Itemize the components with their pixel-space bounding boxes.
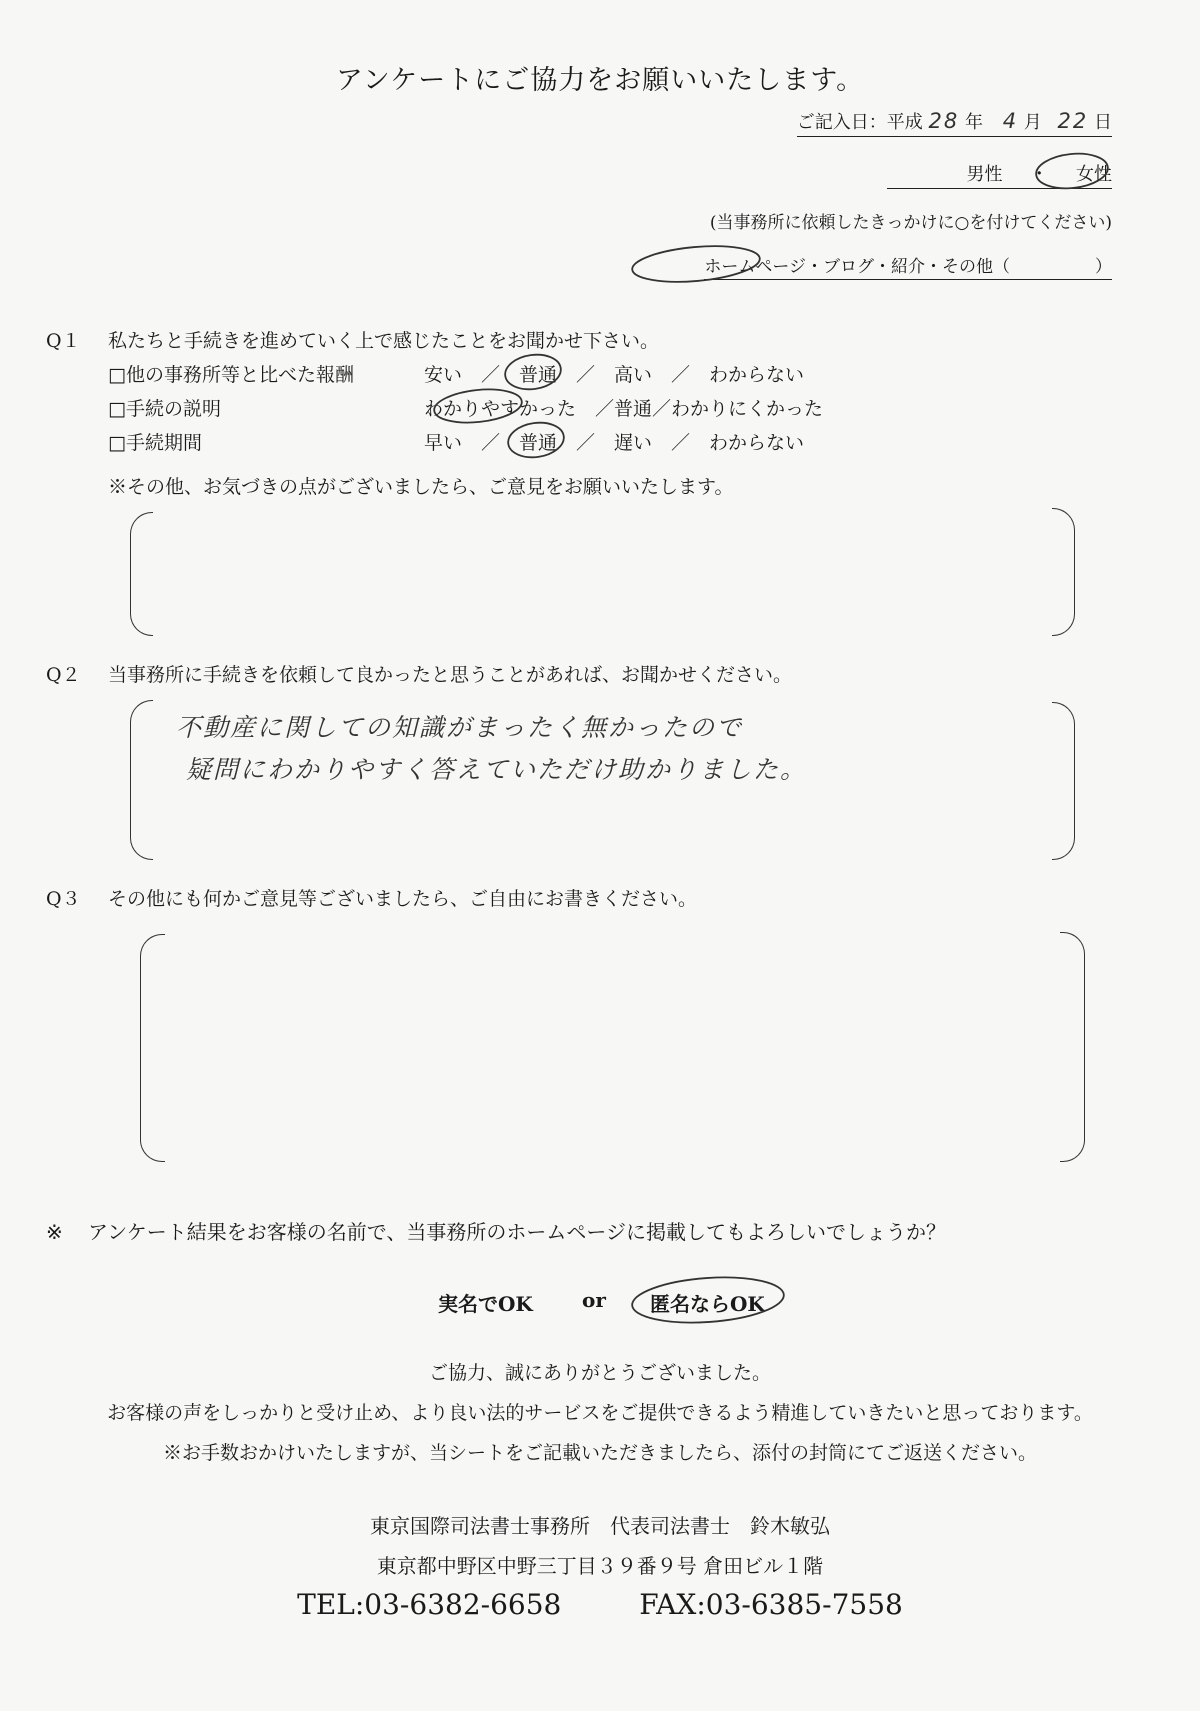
- q1-row-period-options[interactable]: 早い ／ 普通 ／ 遅い ／ わからない: [424, 432, 805, 454]
- gender-female-option[interactable]: 女性: [1076, 164, 1112, 185]
- office-contact: [0, 1588, 1200, 1621]
- date-month-value[interactable]: 4: [1002, 109, 1019, 133]
- date-day-value[interactable]: 22: [1057, 109, 1089, 133]
- q3-answer-area[interactable]: [166, 934, 1058, 1160]
- q1-heading: [46, 326, 659, 353]
- publish-or: or: [582, 1288, 606, 1312]
- date-year-value[interactable]: 28: [928, 109, 960, 133]
- q1-comment-area[interactable]: [154, 512, 1050, 634]
- closing-return-note: ※お手数おかけいたしますが、当シートをご記載いただきましたら、添付の封筒にてご返送ください。: [162, 1442, 1037, 1464]
- closing-message: お客様の声をしっかりと受け止め、より良い法的サービスをご提供できるよう精進していきたいと思っております。: [107, 1402, 1093, 1424]
- date-year-unit: 年: [964, 112, 983, 133]
- q1-row-explanation-options[interactable]: わかりやすかった ／普通／わかりにくかった: [424, 398, 824, 420]
- gender-male-option[interactable]: 男性: [966, 164, 1003, 185]
- trigger-options[interactable]: ホームページ・ブログ・紹介・その他（ ）: [704, 252, 1112, 280]
- office-address: 東京都中野区中野三丁目３９番９号 倉田ビル１階: [376, 1554, 824, 1578]
- publish-option-anonymous[interactable]: 匿名ならOK: [650, 1292, 765, 1316]
- q2-answer-line-2: 疑問にわかりやすく答えていただけ助かりました。: [186, 755, 808, 784]
- q1-text: 私たちと手続きを進めていく上で感じたことをお聞かせ下さい。: [108, 330, 660, 352]
- date-label: ご記入日：平成: [796, 112, 923, 133]
- closing-thanks: ご協力、誠にありがとうございました。: [428, 1362, 771, 1384]
- gender-line: [887, 160, 1112, 189]
- publish-question-line: [46, 1216, 946, 1245]
- q2-answer-line-1: 不動産に関しての知識がまったく無かったので: [176, 713, 744, 742]
- q2-heading: [46, 660, 792, 687]
- q2-answer-area[interactable]: [154, 700, 1050, 858]
- trigger-instruction: (当事務所に依頼したきっかけに○を付けてください): [709, 213, 1112, 233]
- office-fax: FAX:03-6385-7558: [639, 1588, 903, 1621]
- q3-text: その他にも何かご意見等ございましたら、ご自由にお書きください。: [108, 888, 698, 910]
- q1-comment-bracket-right: [1052, 508, 1075, 636]
- date-line: [797, 108, 1112, 137]
- q1-comment-bracket-left: [130, 512, 153, 636]
- q3-number: Q３: [46, 888, 81, 910]
- q2-answer-bracket-left: [130, 700, 153, 860]
- q3-heading: [46, 884, 697, 911]
- q1-row-explanation-label[interactable]: □手続の説明: [108, 398, 221, 420]
- gender-separator: ・: [1030, 164, 1049, 185]
- office-name: 東京国際司法書士事務所 代表司法書士 鈴木敏弘: [370, 1514, 830, 1538]
- q3-answer-bracket-right: [1060, 932, 1085, 1162]
- q2-answer-bracket-right: [1052, 702, 1075, 860]
- q1-number: Q１: [46, 330, 81, 352]
- date-month-unit: 月: [1023, 112, 1042, 133]
- publish-question-mark: ※: [46, 1220, 63, 1244]
- q1-row-fee-options[interactable]: 安い ／ 普通 ／ 高い ／ わからない: [424, 364, 805, 386]
- date-day-unit: 日: [1094, 112, 1112, 133]
- q2-number: Q２: [46, 664, 81, 686]
- publish-question: アンケート結果をお客様の名前で、当事務所のホームページに掲載してもよろしいでしょうか？: [88, 1220, 946, 1244]
- q1-row-period-label[interactable]: □手続期間: [108, 432, 202, 454]
- office-tel[interactable]: TEL:03-6382-6658: [297, 1588, 562, 1621]
- q1-row-fee-label[interactable]: □他の事務所等と比べた報酬: [108, 364, 354, 386]
- q2-text: 当事務所に手続きを依頼して良かったと思うことがあれば、お聞かせください。: [108, 664, 793, 686]
- q1-note: ※その他、お気づきの点がございましたら、ご意見をお願いいたします。: [108, 476, 734, 498]
- survey-title: アンケートにご協力をお願いいたします。: [335, 65, 865, 96]
- q3-answer-bracket-left: [140, 934, 165, 1162]
- publish-option-real-name[interactable]: 実名でOK: [438, 1292, 533, 1316]
